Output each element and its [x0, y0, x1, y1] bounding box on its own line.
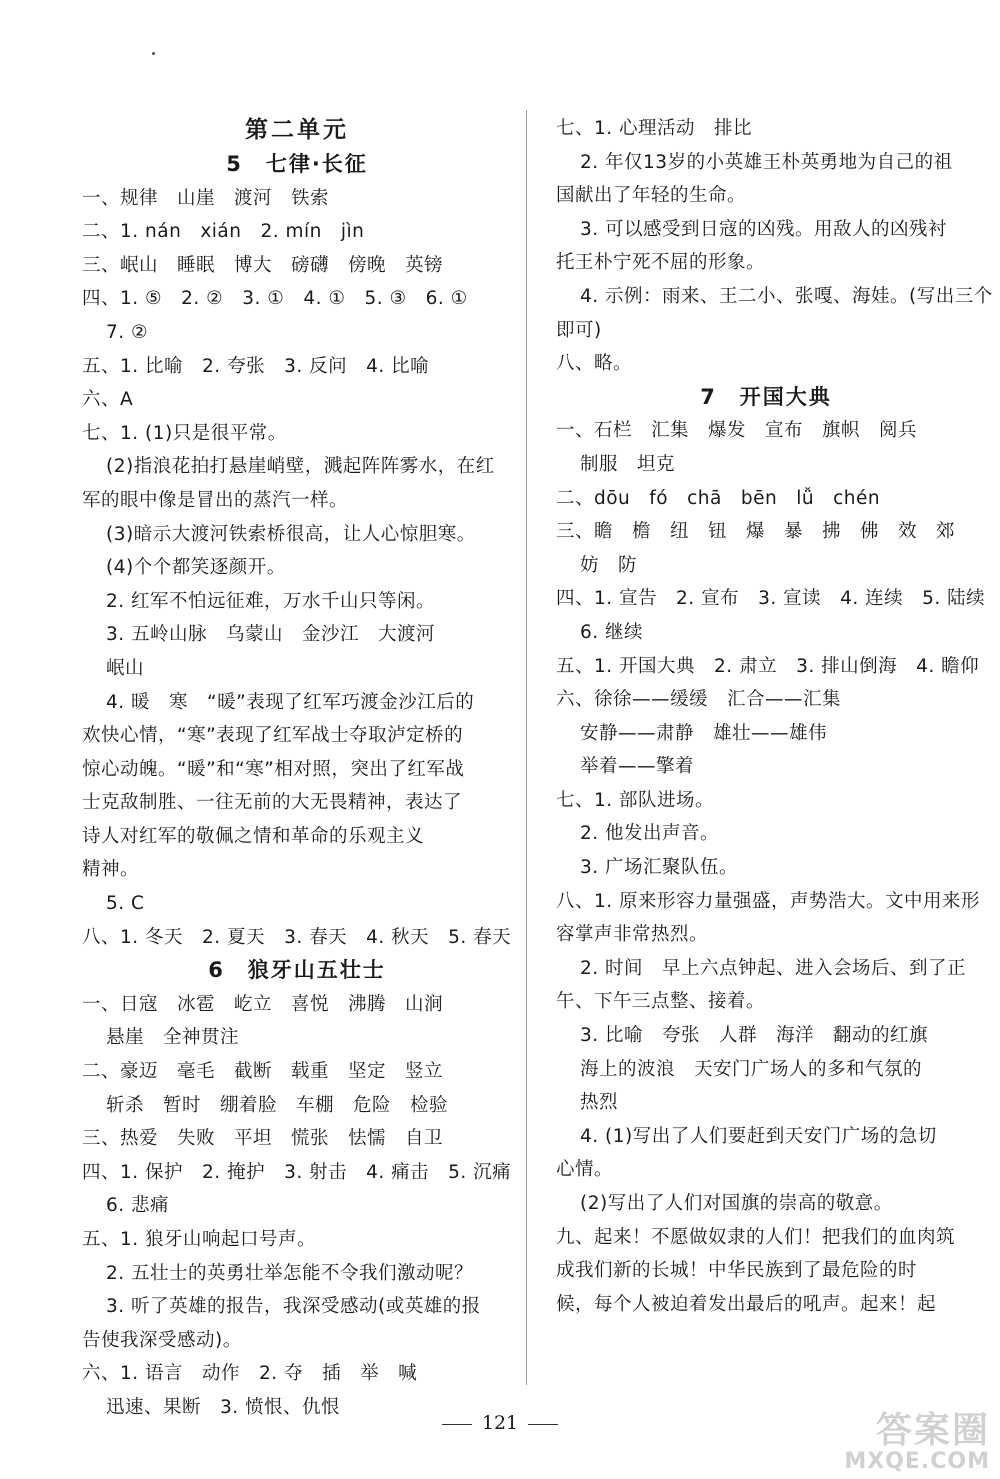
right-answer-line: 6. 继续 [580, 621, 644, 643]
right-answer-line: 四、1. 宣告 2. 宣布 3. 宣读 4. 连续 5. 陆续 [556, 588, 986, 610]
left-answer-line: 二、豪迈 毫毛 截断 载重 坚定 竖立 [82, 1061, 444, 1083]
right-answer-line: 二、dōu fó chā bēn lǚ chén [556, 487, 881, 509]
right-answer-line: 七、1. 心理活动 排比 [556, 118, 753, 139]
left-answer-line: (4)个个都笑逐颜开。 [106, 557, 286, 579]
right-answer-line: 4. 示例：雨来、王二小、张嘎、海娃。(写出三个 [580, 285, 993, 307]
left-answer-line: 四、1. ⑤ 2. ② 3. ① 4. ① 5. ③ 6. ① [82, 288, 468, 310]
right-answer-line: 六、徐徐——缓缓 汇合——汇集 [556, 689, 842, 711]
left-answer-line: 2. 红军不怕远征难，万水千山只等闲。 [106, 590, 436, 612]
left-answer-line: 斩杀 暂时 绷着脸 车棚 危险 检验 [106, 1094, 449, 1116]
right-column [556, 112, 993, 1321]
left-answer-line: 六、1. 语言 动作 2. 夺 插 举 喊 [82, 1363, 418, 1385]
right-answer-line: 容掌声非常热烈。 [556, 924, 709, 946]
unit-title: 第二单元 [245, 117, 349, 143]
left-answer-line: 3. 五岭山脉 乌蒙山 金沙江 大渡河 [106, 624, 436, 646]
left-answer-line: 一、日寇 冰雹 屹立 喜悦 沸腾 山涧 [82, 993, 444, 1015]
right-answer-line: 八、1. 原来形容力量强盛，声势浩大。文中用来形 [556, 890, 981, 912]
right-answer-line: 2. 时间 早上六点钟起、进入会场后、到了正 [580, 957, 967, 979]
right-answer-line: 三、瞻 檐 纽 钮 爆 暴 拂 佛 效 郊 [556, 521, 956, 543]
left-answer-line: 惊心动魄。“暖”和“寒”相对照，突出了红军战 [82, 758, 465, 780]
left-answer-line: 六、A [82, 389, 134, 411]
page-number: 121 [481, 1412, 519, 1434]
footer-dash-right [528, 1424, 558, 1425]
left-answer-line: 岷山 [106, 657, 145, 679]
right-answer-line: 2. 他发出声音。 [580, 823, 720, 845]
right-answer-line: 妨 防 [580, 554, 638, 576]
left-answer-line: 军的眼中像是冒出的蒸汽一样。 [82, 489, 349, 511]
right-answer-line: 一、石栏 汇集 爆发 宣布 旗帜 阅兵 [556, 420, 918, 442]
watermark-bottom: MXQE.COM [844, 1448, 990, 1474]
left-answer-line: 八、1. 冬天 2. 夏天 3. 春天 4. 秋天 5. 春天 [82, 926, 512, 948]
left-answer-line: 3. 听了英雄的报告，我深受感动(或英雄的报 [106, 1296, 481, 1318]
right-answer-line: 候，每个人被迫着发出最后的吼声。起来！起 [556, 1293, 937, 1315]
left-answer-line: (2)指浪花拍打悬崖峭壁，溅起阵阵雾水，在红 [106, 456, 495, 478]
scan-speck [152, 52, 155, 55]
right-answer-line: 国献出了年轻的生命。 [556, 185, 747, 207]
right-answer-line: 成我们新的长城！中华民族到了最危险的时 [556, 1260, 918, 1282]
watermark-logo [844, 1412, 990, 1473]
right-answer-line: 举着——擎着 [580, 756, 695, 778]
left-answer-line: 6. 悲痛 [106, 1195, 170, 1217]
right-answer-line: 托王朴宁死不屈的形象。 [556, 252, 766, 274]
right-answer-line: 五、1. 开国大典 2. 肃立 3. 排山倒海 4. 瞻仰 [556, 655, 980, 677]
right-answer-line: 3. 广场汇聚队伍。 [580, 857, 739, 879]
right-answer-line: 制服 坦克 [580, 453, 676, 475]
left-answer-line: 三、岷山 睡眠 博大 磅礴 傍晚 英镑 [82, 254, 444, 276]
left-answer-line: 2. 五壮士的英勇壮举怎能不令我们激动呢？ [106, 1262, 474, 1284]
left-answer-line: 一、规律 山崖 渡河 铁索 [82, 187, 330, 209]
right-answer-line: 即可) [556, 319, 602, 341]
left-answer-line: 诗人对红军的敬佩之情和革命的乐观主义 [82, 825, 425, 847]
left-answer-line: 7. ② [106, 321, 149, 343]
footer-dash-left [442, 1424, 472, 1425]
right-answer-line: 心情。 [556, 1159, 614, 1181]
left-answer-line: (3)暗示大渡河铁索桥很高，让人心惊胆寒。 [106, 523, 476, 545]
left-lesson-heading: 6 狼牙山五壮士 [208, 958, 386, 983]
right-lesson-heading: 7 开国大典 [700, 384, 832, 409]
left-answer-line: 五、1. 狼牙山响起口号声。 [82, 1229, 317, 1250]
left-answer-line: 迅速、果断 3. 愤恨、仇恨 [106, 1396, 341, 1418]
right-answer-line: (2)写出了人们对国旗的崇高的敬意。 [580, 1193, 893, 1214]
right-answer-line: 八、略。 [556, 353, 633, 375]
right-answer-line: 七、1. 部队进场。 [556, 789, 715, 811]
left-answer-line: 4. 暖 寒 “暖”表现了红军巧渡金沙江后的 [106, 691, 475, 713]
right-answer-line: 热烈 [580, 1092, 619, 1114]
left-lesson-heading: 5 七律·长征 [226, 152, 368, 176]
left-answer-line: 七、1. (1)只是很平常。 [82, 422, 287, 444]
left-answer-line: 5. C [106, 893, 145, 915]
left-answer-line: 四、1. 保护 2. 掩护 3. 射击 4. 痛击 5. 沉痛 [82, 1161, 512, 1183]
column-divider [526, 110, 527, 1385]
left-answer-line: 三、热爱 失败 平坦 慌张 怯懦 自卫 [82, 1128, 444, 1150]
right-answer-line: 2. 年仅13岁的小英雄王朴英勇地为自己的祖 [580, 151, 953, 173]
right-answer-line: 午、下午三点整、接着。 [556, 991, 766, 1013]
right-answer-line: 九、起来！不愿做奴隶的人们！把我们的血肉筑 [556, 1226, 956, 1248]
right-answer-line: 海上的波浪 天安门广场人的多和气氛的 [580, 1058, 923, 1080]
left-column [82, 112, 512, 1425]
right-answer-line: 3. 比喻 夸张 人群 海洋 翻动的红旗 [580, 1025, 929, 1047]
left-answer-line: 悬崖 全神贯注 [106, 1027, 240, 1049]
right-answer-line: 4. (1)写出了人们要赶到天安门广场的急切 [580, 1125, 937, 1147]
left-answer-line: 欢快心情，“寒”表现了红军战士夺取泸定桥的 [82, 725, 464, 747]
left-answer-line: 精神。 [82, 859, 140, 881]
right-answer-line: 安静——肃静 雄壮——雄伟 [580, 722, 828, 744]
left-answer-line: 五、1. 比喻 2. 夸张 3. 反问 4. 比喻 [82, 355, 430, 377]
watermark-top: 答案圈 [875, 1410, 990, 1452]
right-answer-line: 3. 可以感受到日寇的凶残。用敌人的凶残衬 [580, 218, 948, 240]
left-answer-line: 士克敌制胜、一往无前的大无畏精神，表达了 [82, 792, 463, 814]
left-answer-line: 告使我深受感动)。 [82, 1329, 242, 1351]
left-answer-line: 二、1. nán xián 2. mín jìn [82, 221, 365, 243]
